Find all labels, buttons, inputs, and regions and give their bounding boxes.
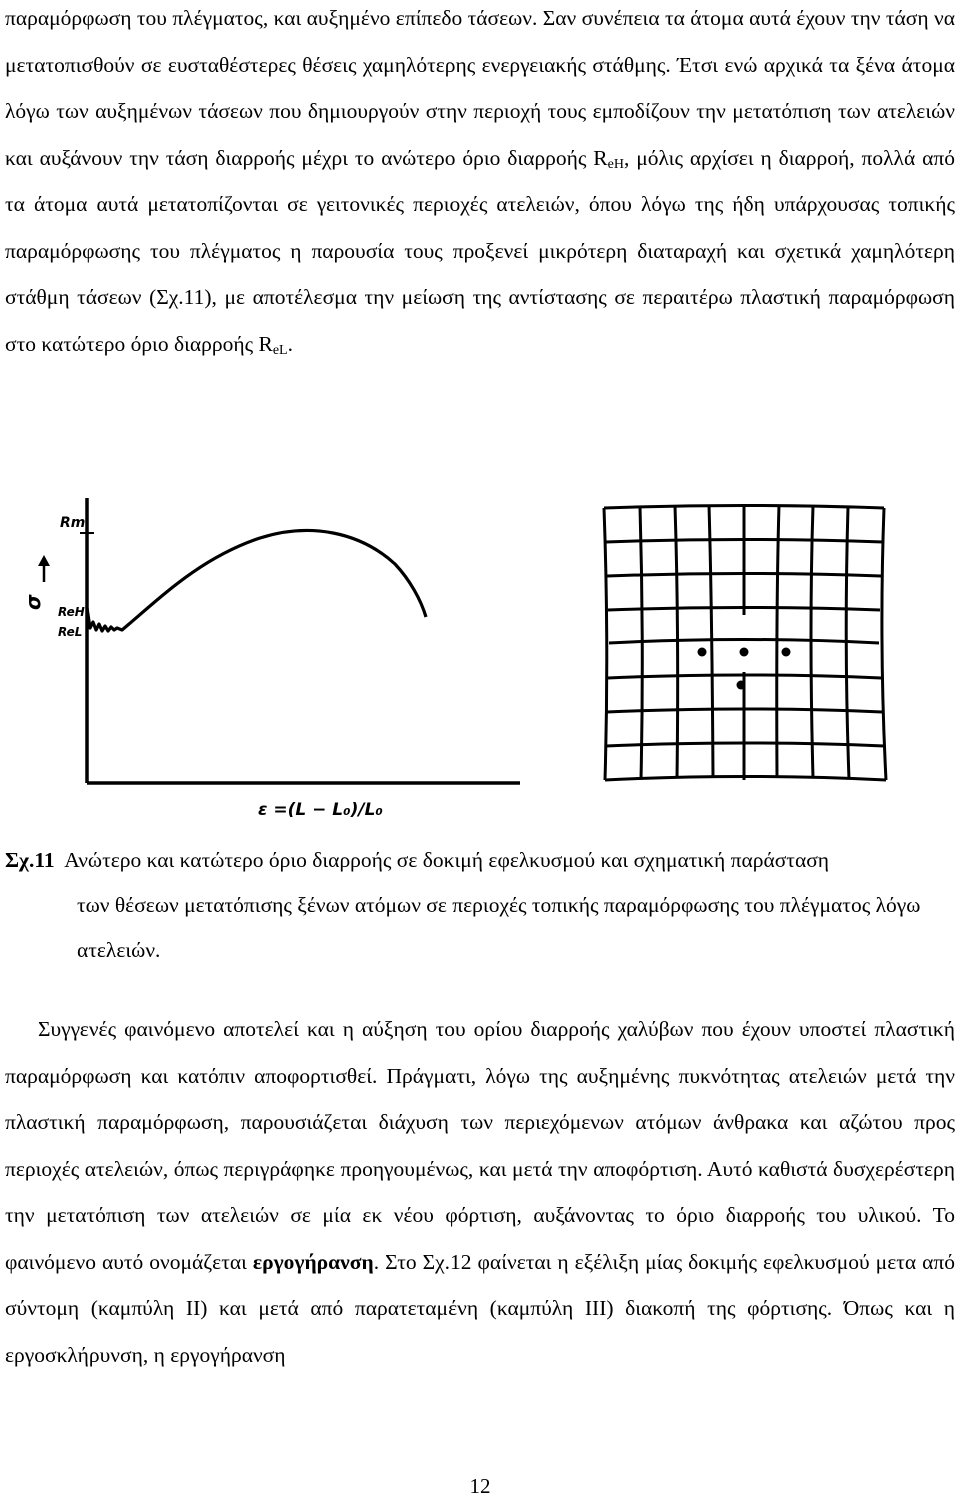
figure-caption — [5, 838, 955, 973]
caption-line-1 — [5, 848, 829, 872]
solute-atom — [737, 681, 746, 690]
lattice-hline-4 — [609, 640, 879, 644]
solute-atom — [698, 648, 707, 657]
label-reh: ReH — [58, 605, 85, 619]
page-number: 12 — [469, 1474, 491, 1498]
paragraph-1 — [5, 0, 955, 367]
stress-strain-graph — [21, 498, 520, 820]
lattice-vline-6 — [811, 506, 813, 778]
caption-text-1: Ανώτερο και κατώτερο όριο διαρροής σε δοκιμή εφελκυσμού και σχηματική παράσταση — [64, 848, 830, 872]
solute-atom — [782, 648, 791, 657]
lattice-vline-2 — [675, 506, 678, 778]
term-ergogiransi: εργογήρανση — [252, 1249, 374, 1274]
stress-strain-curve — [87, 530, 426, 631]
label-rm: Rm — [60, 515, 86, 531]
lattice-vline-8 — [882, 508, 886, 780]
subscript-eh: eH — [607, 156, 624, 172]
figure-11-svg — [0, 460, 960, 830]
x-axis-label: ε =(L − L₀)/L₀ — [258, 800, 383, 820]
paragraph-2-text-a: Συγγενές φαινόμενο αποτελεί και η αύξηση του ορίου διαρροής χαλύβων που έχουν υποστεί πλαστική παραμόρφωση και κατόπιν αποφορτισθεί. Πράγματι, λόγω της αυξημένης πυκνότητας ατελειών μετά την πλαστική παραμόρφωση, παρουσιάζεται διάχυση των περιεχόμενων ατόμων άνθρακα και αζώτου προς περιοχές ατελειών, όπως περιγράφηκε προηγουμένως, και μετά την αποφόρτιση. Αυτό καθιστά δυσχερέστερη την μετατόπιση των ατελειών σε μία εκ νέου φόρτιση, αυξάνοντας το όριο διαρροής του υλικού. Το φαινόμενο αυτό ονομάζεται — [5, 1017, 955, 1274]
paragraph-1-text-b: , μόλις αρχίσει η διαρροή, πολλά από τα άτομα αυτά μετατοπίζονται σε γειτονικές περιοχές ατελειών, όπου λόγω της ήδη υπάρχουσας τοπικής παραμόρφωσης του πλέγματος η παρουσία τους προξενεί μικρότερη διαταραχή και σχετικά χαμηλότερη στάθμη τάσεων (Σχ.11), με αποτέλεσμα την μείωση της αντίστασης σε περαιτέρω πλαστική παραμόρφωση στο κατώτερο όριο διαρροής R — [5, 145, 955, 356]
paragraph-2-text-b: . Στο Σχ.12 φαίνεται η εξέλιξη μίας δοκιμής εφελκυσμού μετα από σύντομη (καμπύλη ΙΙ) και μετά από παρατεταμένη (καμπύλη ΙΙΙ) διακοπή της φόρτισης. Όπως και η εργοσκλήρυνση, η εργογήρανση — [5, 1249, 955, 1367]
label-rel: ReL — [58, 625, 83, 639]
paragraph-1-text-a: παραμόρφωση του πλέγματος, και αυξημένο επίπεδο τάσεων. Σαν συνέπεια τα άτομα αυτά έχουν την τάση να μετατοπισθούν σε ευσταθέστερες θέσεις χαμηλότερης ενεργειακής στάθμης. Έτσι ενώ αρχικά τα ξένα άτομα λόγω των αυξημένων τάσεων που δημιουργούν στην περιοχή τους εμποδίζουν την μετατόπιση των ατελειών και αυξάνουν την τάση διαρροής μέχρι το ανώτερο όριο διαρροής R — [5, 6, 955, 170]
y-axis-arrow-head — [38, 555, 50, 566]
lattice-vline-0 — [604, 508, 607, 780]
caption-text-2: των θέσεων μετατόπισης ξένων ατόμων σε περιοχές τοπικής παραμόρφωσης του πλέγματος λόγω ατελειών. — [77, 893, 921, 962]
subscript-el: eL — [272, 342, 288, 358]
paragraph-1-text-c: . — [287, 331, 293, 356]
caption-number: Σχ.11 — [5, 848, 55, 872]
lattice-diagram — [604, 505, 886, 780]
paragraph-2 — [5, 1006, 955, 1378]
y-axis-symbol: σ — [21, 594, 45, 610]
figure-11 — [0, 460, 960, 830]
solute-atom — [740, 648, 749, 657]
